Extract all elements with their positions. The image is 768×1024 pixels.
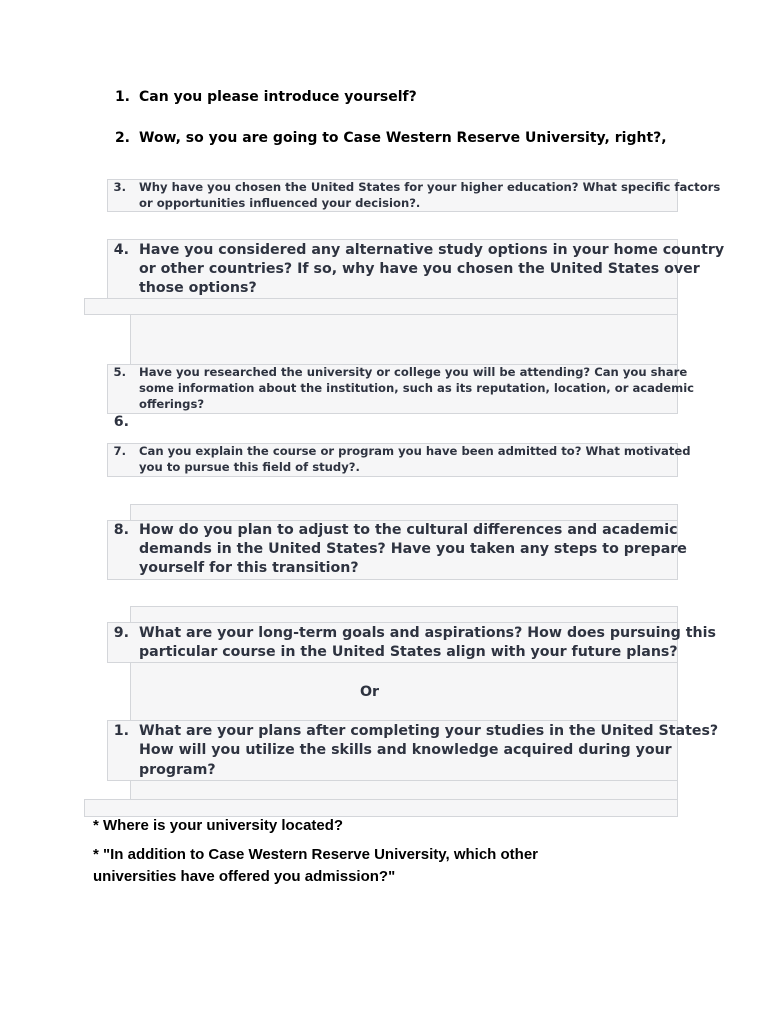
question-6-number: 6.	[113, 414, 129, 430]
question-text: Wow, so you are going to Case Western Reserve University, right?,	[139, 130, 667, 146]
question-text-line: How do you plan to adjust to the cultural differences and academic	[139, 522, 678, 538]
question-text-line: demands in the United States? Have you taken any steps to prepare	[139, 541, 687, 557]
question-text-line: yourself for this transition?	[139, 560, 359, 576]
question-text-line: Have you considered any alternative study options in your home country	[139, 242, 725, 258]
extra-question-location: * Where is your university located?	[93, 817, 344, 834]
question-text-line: Can you explain the course or program you have been admitted to? What motivated	[139, 444, 691, 458]
question-number: 1.	[114, 89, 130, 105]
question-text: Can you please introduce yourself?	[139, 89, 417, 105]
question-text-line: particular course in the United States align with your future plans?	[139, 644, 678, 660]
question-text-line: What are your plans after completing your studies in the United States?	[139, 723, 719, 739]
question-text-line: you to pursue this field of study?.	[139, 460, 360, 474]
or-label: Or	[360, 684, 380, 700]
question-number: 5.	[113, 365, 126, 379]
extra-question-admissions-line: universities have offered you admission?"	[93, 868, 396, 885]
question-text-line: How will you utilize the skills and knowledge acquired during your	[139, 742, 672, 758]
table-row-empty	[84, 298, 678, 315]
or-box	[130, 662, 678, 721]
question-text-line: offerings?	[139, 397, 205, 411]
question-text-line: Have you researched the university or college you will be attending? Can you share	[139, 365, 688, 379]
question-number: 2.	[114, 130, 130, 146]
table-row-empty	[130, 606, 678, 623]
table-row-empty	[130, 504, 678, 521]
question-number: 4.	[113, 242, 129, 258]
table-row-empty	[130, 780, 678, 800]
question-text-line: or other countries? If so, why have you chosen the United States over	[139, 261, 700, 277]
table-row-empty	[130, 314, 678, 365]
extra-question-admissions-line: * "In addition to Case Western Reserve University, which other	[93, 846, 539, 863]
question-text-line: or opportunities influenced your decision?.	[139, 196, 421, 210]
question-text-line: Why have you chosen the United States for your higher education? What specific factors	[139, 180, 721, 194]
question-number: 1.	[113, 723, 129, 739]
question-number: 9.	[113, 625, 129, 641]
question-number: 7.	[113, 444, 126, 458]
question-text-line: those options?	[139, 280, 257, 296]
question-number: 3.	[113, 180, 126, 194]
question-text-line: What are your long-term goals and aspirations? How does pursuing this	[139, 625, 716, 641]
question-number: 8.	[113, 522, 129, 538]
question-text-line: some information about the institution, such as its reputation, location, or academic	[139, 381, 695, 395]
question-text-line: program?	[139, 762, 216, 778]
